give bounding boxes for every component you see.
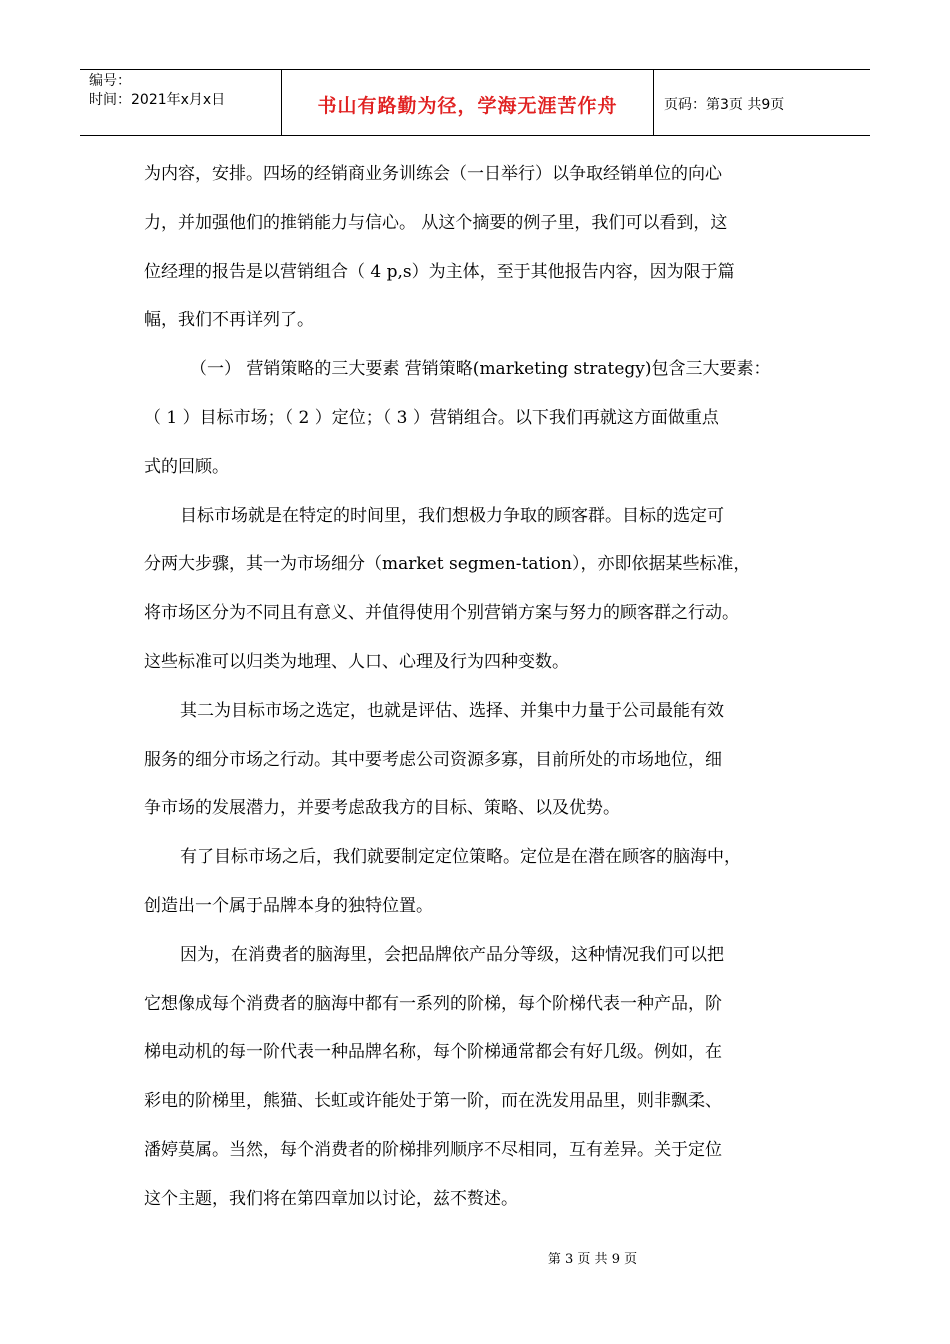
header-motto: 书山有路勤为径，学海无涯苦作舟 bbox=[282, 70, 654, 135]
body-line: 力，并加强他们的推销能力与信心。 从这个摘要的例子里，我们可以看到，这 bbox=[144, 212, 728, 233]
time-label: 时间：2021年x月x日 bbox=[89, 92, 226, 108]
body-line: 它想像成每个消费者的脑海中都有一系列的阶梯，每个阶梯代表一种产品，阶 bbox=[144, 993, 722, 1014]
body-line: （ 1 ）目标市场；（ 2 ）定位；（ 3 ）营销组合。以下我们再就这方面做重点 bbox=[144, 407, 719, 428]
body-line: 为内容，安排。四场的经销商业务训练会（一日举行）以争取经销单位的向心 bbox=[144, 164, 722, 184]
body-line: 梯电动机的每一阶代表一种品牌名称，每个阶梯通常都会有好几级。例如，在 bbox=[144, 1042, 722, 1063]
header-meta-cell bbox=[80, 70, 282, 135]
body-line: 创造出一个属于品牌本身的独特位置。 bbox=[144, 895, 433, 916]
section-heading-line: （一） 营销策略的三大要素 营销策略(marketing strategy)包含三大要素： bbox=[190, 359, 771, 380]
body-line: 其二为目标市场之选定，也就是评估、选择、并集中力量于公司最能有效 bbox=[180, 700, 724, 721]
body-line: 位经理的报告是以营销组合（ 4 p,s）为主体，至于其他报告内容，因为限于篇 bbox=[144, 261, 735, 282]
body-line: 目标市场就是在特定的时间里，我们想极力争取的顾客群。目标的选定可 bbox=[180, 505, 724, 526]
body-line: 这个主题，我们将在第四章加以讨论，兹不赘述。 bbox=[144, 1188, 518, 1209]
page-header bbox=[80, 69, 870, 136]
header-page-info: 页码：第3页 共9页 bbox=[664, 96, 785, 113]
body-line: 潘婷莫属。当然，每个消费者的阶梯排列顺序不尽相同，互有差异。关于定位 bbox=[144, 1139, 722, 1160]
page-footer bbox=[0, 1248, 950, 1267]
body-line: 服务的细分市场之行动。其中要考虑公司资源多寡，目前所处的市场地位，细 bbox=[144, 749, 722, 770]
body-line: 幅，我们不再详列了。 bbox=[144, 310, 314, 331]
body-line: 分两大步骤，其一为市场细分（market segmen-tation），亦即依据某些标准， bbox=[144, 554, 751, 575]
body-line: 这些标准可以归类为地理、人口、心理及行为四种变数。 bbox=[144, 651, 569, 672]
number-label: 编号： bbox=[89, 73, 131, 89]
footer-page-number: 第 3 页 共 9 页 bbox=[547, 1252, 638, 1267]
body-line: 因为，在消费者的脑海里，会把品牌依产品分等级，这种情况我们可以把 bbox=[180, 944, 724, 965]
body-line: 式的回顾。 bbox=[144, 456, 229, 477]
body-line: 将市场区分为不同且有意义、并值得使用个别营销方案与努力的顾客群之行动。 bbox=[144, 603, 739, 624]
document-body bbox=[144, 150, 824, 1224]
body-line: 有了目标市场之后，我们就要制定定位策略。定位是在潜在顾客的脑海中， bbox=[180, 847, 741, 868]
body-line: 争市场的发展潜力，并要考虑敌我方的目标、策略、以及优势。 bbox=[144, 798, 620, 819]
body-line: 彩电的阶梯里，熊猫、长虹或许能处于第一阶，而在洗发用品里，则非飘柔、 bbox=[144, 1091, 722, 1112]
